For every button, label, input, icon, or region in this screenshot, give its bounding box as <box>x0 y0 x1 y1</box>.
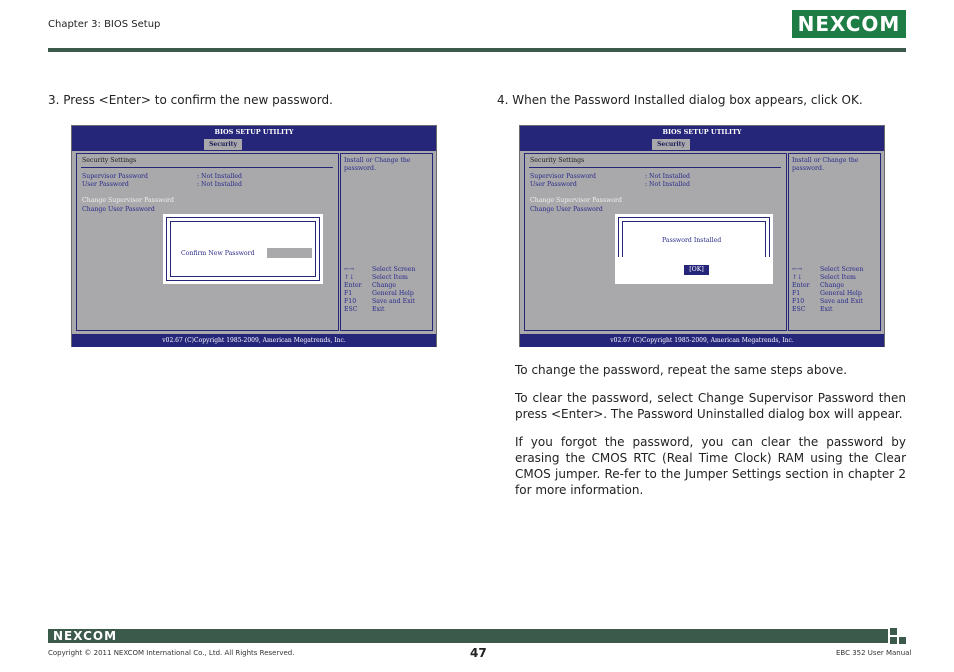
key-legend <box>344 266 432 314</box>
bios-title-bar: BIOS SETUP UTILITY <box>520 126 884 138</box>
tab-security[interactable]: Security <box>204 139 242 150</box>
supervisor-password-label: Supervisor Password <box>530 173 596 180</box>
paragraph-change-password: To change the password, repeat the same steps above. <box>515 363 848 377</box>
user-password-label: User Password <box>530 181 577 188</box>
installed-dialog-inner <box>622 221 766 259</box>
key-desc: General Help <box>820 290 862 297</box>
key-row <box>792 274 880 282</box>
password-installed-label: Password Installed <box>662 237 722 244</box>
supervisor-password-label: Supervisor Password <box>82 173 148 180</box>
key-row <box>792 306 880 314</box>
bios-main-panel <box>76 153 339 331</box>
key-row <box>792 290 880 298</box>
ok-button[interactable]: [OK] <box>684 265 709 275</box>
key-desc: Change <box>820 282 845 289</box>
key-name: F10 <box>792 298 805 305</box>
step-3-text: 3. Press <Enter> to confirm the new password. <box>48 93 333 107</box>
chapter-title: Chapter 3: BIOS Setup <box>48 19 161 30</box>
key-row <box>344 282 432 290</box>
copyright-text: Copyright © 2011 NEXCOM International Co., Ltd. All Rights Reserved. <box>48 649 295 657</box>
password-input[interactable] <box>267 248 312 258</box>
confirm-dialog-inner <box>170 221 316 277</box>
bios-tab-bar <box>72 138 436 151</box>
heading-divider <box>529 167 781 168</box>
confirm-password-label: Confirm New Password <box>181 250 255 257</box>
bios-screen-confirm <box>71 125 437 347</box>
key-name: ESC <box>344 306 358 313</box>
dialog-button-area <box>618 257 770 281</box>
confirm-password-dialog <box>163 214 323 284</box>
tab-security[interactable]: Security <box>652 139 690 150</box>
key-row <box>792 282 880 290</box>
paragraph-forgot-password: If you forgot the password, you can clear the password by erasing the CMOS RTC (Real Time Clock) RAM using the Clear CMOS jumper. Re-fer to the Jumper Settings section in chapter 2 for more information. <box>515 435 906 497</box>
key-desc: Select Item <box>820 274 856 281</box>
key-name: ↑↓ <box>792 274 803 281</box>
key-name: ←→ <box>792 266 803 273</box>
key-name: F1 <box>344 290 353 297</box>
nexcom-logo <box>792 10 906 38</box>
key-legend <box>792 266 880 314</box>
bios-help-panel <box>788 153 881 331</box>
help-text: Install or Change the password. <box>792 157 859 172</box>
key-row <box>792 298 880 306</box>
manual-name: EBC 352 User Manual <box>836 649 912 657</box>
help-text: Install or Change the password. <box>344 157 411 172</box>
key-row <box>344 266 432 274</box>
supervisor-password-value: : Not Installed <box>197 173 243 180</box>
change-supervisor-password-item[interactable]: Change Supervisor Password <box>82 197 174 204</box>
bios-help-panel <box>340 153 433 331</box>
key-desc: Select Screen <box>372 266 416 273</box>
footer-logo: NEXCOM <box>53 629 118 643</box>
key-name: F1 <box>792 290 801 297</box>
supervisor-password-value: : Not Installed <box>645 173 691 180</box>
step-4-text: 4. When the Password Installed dialog box appears, click OK. <box>497 93 863 107</box>
key-desc: Exit <box>820 306 833 313</box>
key-name: Enter <box>344 282 362 289</box>
section-heading: Security Settings <box>82 157 137 164</box>
paragraph-clear-password: To clear the password, select Change Supervisor Password then press <Enter>. The Password Uninstalled dialog box will appear. <box>515 391 906 421</box>
key-row <box>344 274 432 282</box>
key-name: F10 <box>344 298 357 305</box>
key-desc: Select Item <box>372 274 408 281</box>
change-supervisor-password-item[interactable]: Change Supervisor Password <box>530 197 622 204</box>
password-installed-dialog <box>615 214 773 284</box>
corner-mark-icon <box>890 628 906 644</box>
key-row <box>344 290 432 298</box>
header-rule <box>48 48 906 52</box>
footer-bar <box>48 629 888 643</box>
bios-title-bar: BIOS SETUP UTILITY <box>72 126 436 138</box>
key-row <box>792 266 880 274</box>
key-row <box>344 306 432 314</box>
bios-tab-bar <box>520 138 884 151</box>
logo-text: NEXCOM <box>797 12 901 36</box>
bios-main-panel <box>524 153 787 331</box>
key-name: ↑↓ <box>344 274 355 281</box>
bios-footer: v02.67 (C)Copyright 1985-2009, American Megatrends, Inc. <box>72 334 436 347</box>
key-name: Enter <box>792 282 810 289</box>
user-password-value: : Not Installed <box>645 181 691 188</box>
key-desc: Save and Exit <box>372 298 416 305</box>
bios-footer: v02.67 (C)Copyright 1985-2009, American Megatrends, Inc. <box>520 334 884 347</box>
user-password-value: : Not Installed <box>197 181 243 188</box>
section-heading: Security Settings <box>530 157 585 164</box>
key-desc: Exit <box>372 306 385 313</box>
key-desc: General Help <box>372 290 414 297</box>
heading-divider <box>81 167 333 168</box>
key-name: ←→ <box>344 266 355 273</box>
key-row <box>344 298 432 306</box>
key-name: ESC <box>792 306 806 313</box>
key-desc: Select Screen <box>820 266 864 273</box>
bios-screen-installed <box>519 125 885 347</box>
user-password-label: User Password <box>82 181 129 188</box>
change-user-password-item[interactable]: Change User Password <box>82 206 155 213</box>
change-user-password-item[interactable]: Change User Password <box>530 206 603 213</box>
key-desc: Save and Exit <box>820 298 864 305</box>
key-desc: Change <box>372 282 397 289</box>
page-number: 47 <box>470 646 487 660</box>
